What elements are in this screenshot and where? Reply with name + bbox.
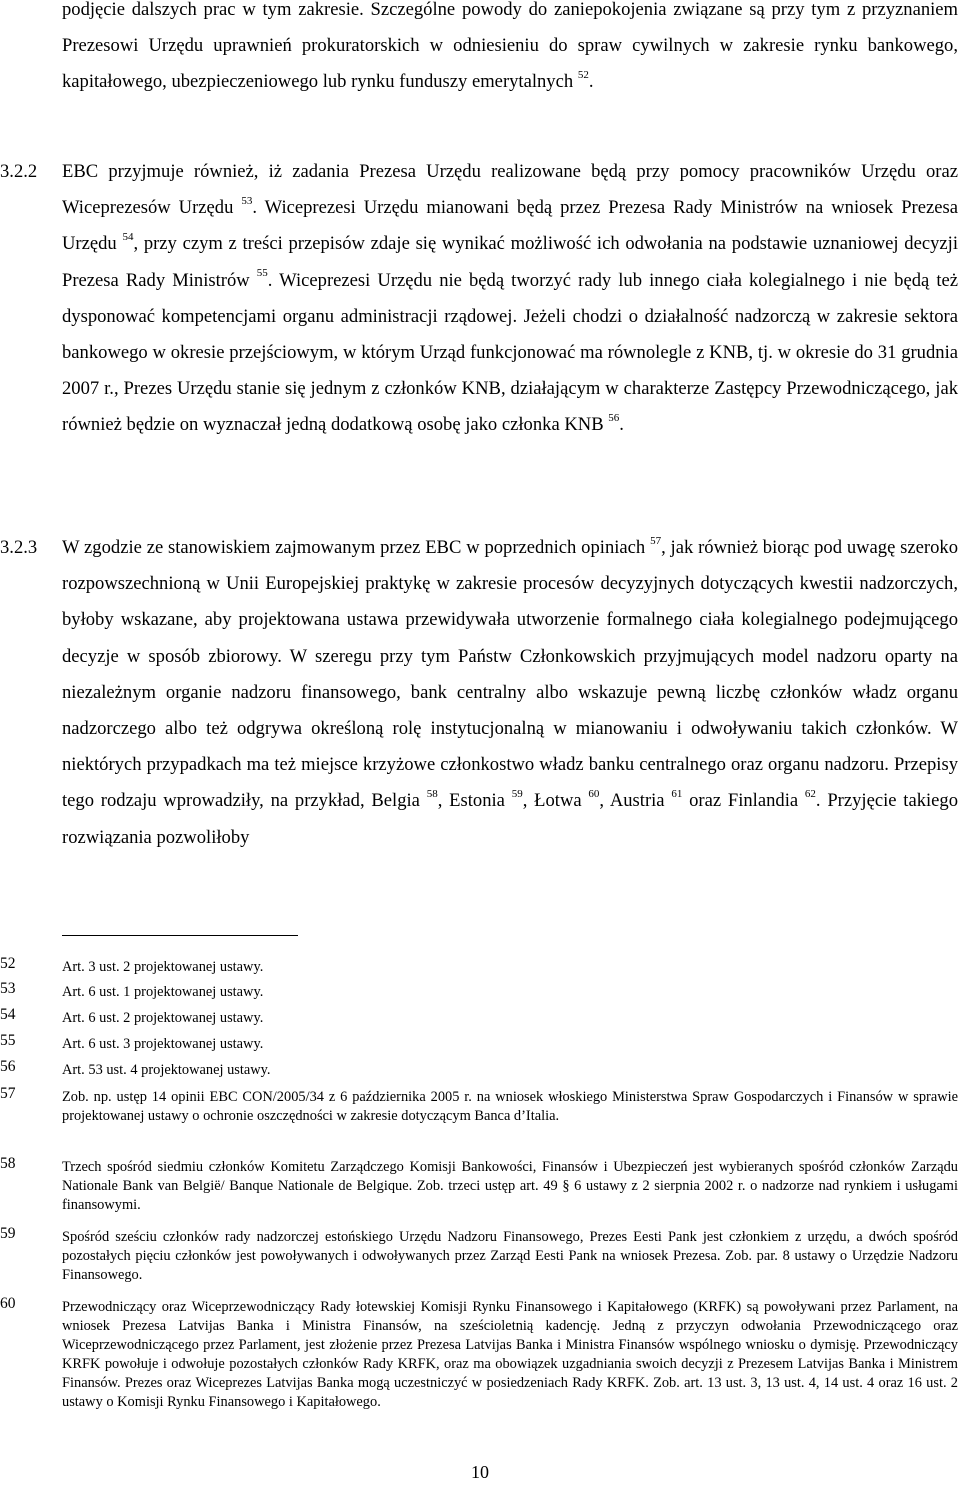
paragraph-3-2-3 [62,530,958,856]
footnote-text: Art. 6 ust. 3 projektowanej ustawy. [62,1036,264,1052]
footnote-ref[interactable]: 62 [804,788,816,801]
footnote-ref[interactable]: 60 [588,788,600,801]
paragraph-text: . Wiceprezesi Urzędu nie będą tworzyć rady lub innego ciała kolegialnego i nie będą też dysponować kompetencjami organu administracji rządowej. Jeżeli chodzi o działalność nadzorczą w zakresie sektora bankowego w okresie przejściowym, w którym Urząd funkcjonować ma równolegle z KNB, tj. w okresie do 31 grudnia 2007 r., Prezes Urzędu stanie się jednym z członków KNB, działającym w charakterze Zastępcy Przewodniczącego, jak również będzie on wyznaczał jedną dodatkową osobę jako członka KNB [62,269,958,436]
paragraph-text: . Przyjęcie takiego rozwiązania pozwoliłoby [62,790,959,848]
paragraph-text: . [619,414,624,436]
footnote-text: Trzech spośród siedmiu członków Komitetu Zarządczego Komisji Bankowości, Finansów i Ubezpieczeń jest wybieranych spośród członków Zarządu Nationale Bank van België/ Banque Nationale de Belgique. Zob. trzeci ustęp art. 49 § 6 ustawy z 2 sierpnia 2002 r. o nadzorze nad rynkiem i usługami finansowymi. [62,1159,958,1213]
footnote-text: Art. 53 ust. 4 projektowanej ustawy. [62,1062,271,1078]
page-number: 10 [471,1462,489,1482]
paragraph-text: podjęcie dalszych prac w tym zakresie. Szczególne powody do zaniepokojenia związane są przy tym z przyznaniem Prezesowi Urzędu uprawnień prokuratorskich w odniesieniu do spraw cywilnych w zakresie rynku bankowego, kapitałowego, ubezpieczeniowego lub rynku funduszy emerytalnych [62,0,958,93]
paragraph-text: , przy czym z treści przepisów zdaje się wynikać możliwość ich odwołania na podstawie uznaniowej decyzji Prezesa Rady Ministrów [62,233,958,291]
paragraph-text: W zgodzie ze stanowiskiem zajmowanym przez EBC w poprzednich opiniach [62,537,646,558]
paragraph-continuation [62,0,958,101]
paragraph-text: , Łotwa [522,790,582,812]
paragraph-text: , Austria [599,790,665,812]
paragraph-3-2-2 [62,154,958,444]
footnote-ref[interactable]: 52 [577,69,589,82]
footnote-text: Art. 6 ust. 1 projektowanej ustawy. [62,984,264,1000]
footnote-text: Spośród sześciu członków rady nadzorczej estońskiego Urzędu Nadzoru Finansowego, Prezes Eesti Pank jest członkiem z urzędu, a dwóch spośród pozostałych pięciu członków jest powoływanych i odwoływanych przez Zarząd Eesti Pank na wniosek Prezesa. Zob. par. 8 ustawy o Urzędzie Nadzoru Finansowego. [62,1229,958,1283]
footnote-text: Zob. np. ustęp 14 opinii EBC CON/2005/34 z 6 października 2005 r. na wniosek włoskiego Ministerstwa Spraw Gospodarczych i Finansów w sprawie projektowanej ustawy o ochronie oszczędności w zakresie dotyczącym Banca d’Italia. [62,1089,958,1124]
paragraph-text: . [588,71,594,93]
footnote-number: 52 [0,955,16,972]
footnote-ref[interactable]: 57 [650,534,662,547]
footnote-number: 57 [0,1085,16,1102]
footnote-number: 53 [0,980,16,997]
footnote-ref[interactable]: 56 [608,412,620,425]
footnote-text: Przewodniczący oraz Wiceprzewodniczący Rady łotewskiej Komisji Rynku Finansowego i Kapitałowego (KRFK) są powoływani przez Parlament, na wniosek Prezesa Latvijas Banka i Ministra Finansów, na sześcioletnią kadencję. Jedną z przyczyn odwołania Przewodniczącego oraz Wiceprzewodniczącego przez Parlament, jest złożenie przez Prezesa Latvijas Banka i Ministra Finansów wspólnego wniosku o dymisję. Przewodniczący KRFK powołuje i odwołuje pozostałych członków Rady KRFK, oraz ma obowiązek uzgadniania swoich decyzji z Prezesem Latvijas Banka i Ministrem Finansów. Prezes oraz Wiceprezes Latvijas Banka mogą uczestniczyć w posiedzeniach Rady KRFK. Zob. art. 13 ust. 3, 13 ust. 4, 14 ust. 4 oraz 16 ust. 2 ustawy o Komisji Rynku Finansowego i Kapitałowego. [62,1299,958,1410]
paragraph-text: , Estonia [437,790,505,812]
section-number: 3.2.2 [0,161,38,182]
footnote-ref[interactable]: 58 [426,788,438,801]
paragraph-text: , jak również biorąc pod uwagę szeroko rozpowszechnioną w Unii Europejskiej praktykę w zakresie procesów decyzyjnych dotyczących kwestii nadzorczych, byłoby wskazane, aby projektowana ustawa przewidywała utworzenie formalnego ciała kolegialnego podejmującego decyzje w sposób zbiorowy. W szeregu przy tym Państw Członkowskich przyjmujących model nadzoru oparty na niezależnym organie nadzoru finansowego, bank centralny albo wskazuje pewną liczbę członków władz organu nadzorczego albo też odgrywa określoną rolę instytucjonalną w mianowaniu i odwoływaniu takich członków. W niektórych przypadkach ma też miejsce krzyżowe członkostwo władz banku centralnego oraz organu nadzoru. Przepisy tego rodzaju wprowadziły, na przykład, Belgia [62,537,959,812]
footnote-number: 58 [0,1155,16,1172]
footnote-number: 55 [0,1032,16,1049]
footnote-ref[interactable]: 59 [511,788,523,801]
footnote-ref[interactable]: 61 [671,788,683,801]
paragraph-text: EBC przyjmuje również, iż zadania Prezesa Urzędu realizowane będą przy pomocy pracowników Urzędu oraz Wiceprezesów Urzędu [62,161,958,219]
footnote-text: Art. 6 ust. 2 projektowanej ustawy. [62,1010,264,1026]
footnote-number: 59 [0,1225,16,1242]
footnote-separator [62,935,298,936]
footnote-number: 54 [0,1006,16,1023]
footnote-ref[interactable]: 55 [256,267,268,280]
footnote-ref[interactable]: 54 [122,231,134,244]
section-number: 3.2.3 [0,537,38,558]
paragraph-text: . Wiceprezesi Urzędu mianowani będą przez Prezesa Rady Ministrów na wniosek Prezesa Urzędu [62,197,958,255]
footnote-text: Art. 3 ust. 2 projektowanej ustawy. [62,959,264,975]
footnote-number: 60 [0,1295,16,1312]
footnote-ref[interactable]: 53 [241,195,253,208]
paragraph-text: oraz Finlandia [682,790,799,812]
footnote-number: 56 [0,1058,16,1075]
